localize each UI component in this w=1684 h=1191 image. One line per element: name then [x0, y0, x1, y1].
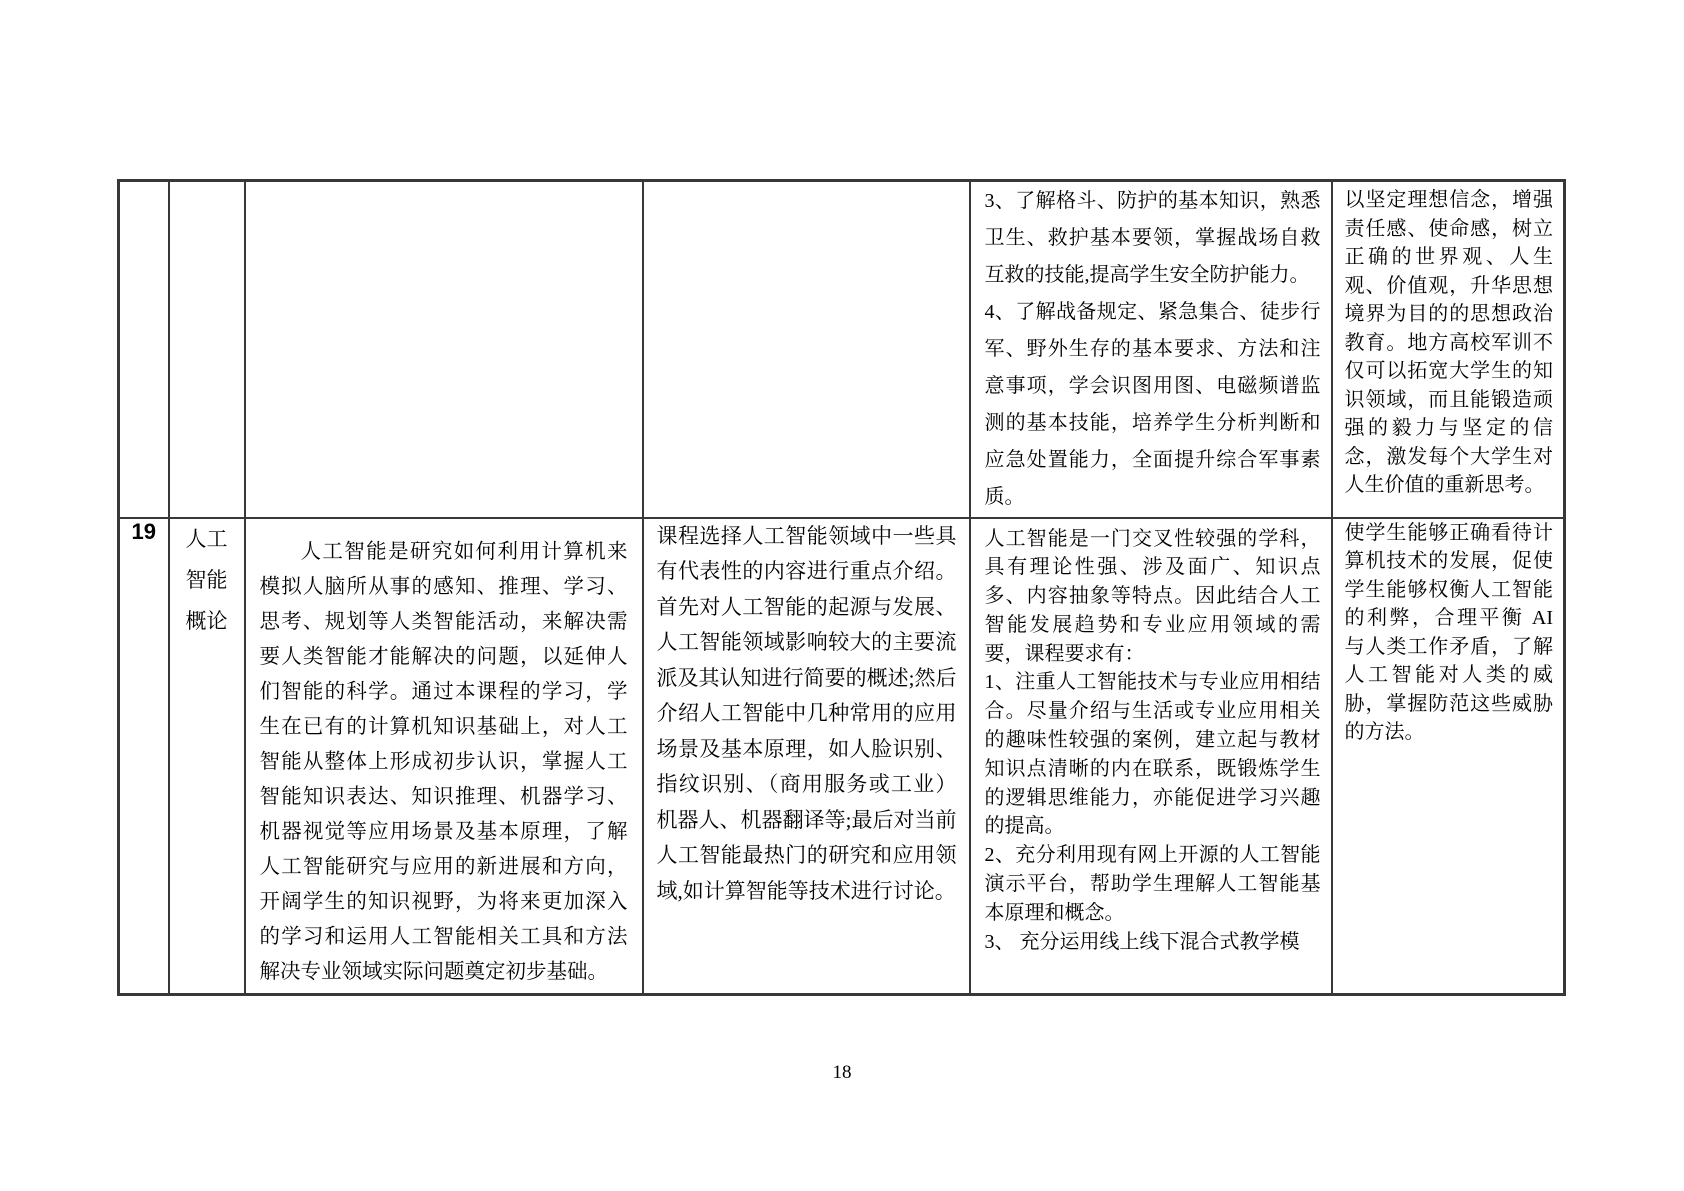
page-number: 18	[832, 1062, 852, 1083]
cell-row2-course-name	[169, 518, 245, 995]
cell-row2-index	[119, 518, 169, 995]
course-intro-text: 人工智能是研究如何利用计算机来模拟人脑所从事的感知、推理、学习、思考、规划等人类智能活动，来解决需要人类智能才能解决的问题，以延伸人们智能的科学。通过本课程的学习，学生在已有的计算机知识基础上，对人工智能从整体上形成初步认识，掌握人工智能知识表达、知识推理、机器学习、机器视觉等应用场景及基本原理，了解人工智能研究与应用的新进展和方向，开阔学生的知识视野，为将来更加深入的学习和运用人工智能相关工具和方法解决专业领域实际问题奠定初步基础。	[259, 540, 628, 983]
cell-row1-course-name	[169, 181, 245, 518]
requirement-item: 3、 充分运用线上线下混合式教学模	[984, 930, 1300, 953]
ideology-goal-text: 以坚定理想信念，增强责任感、使命感，树立正确的世界观、人生观、价值观，升华思想境界为目的的思想政治教育。地方高校军训不仅可以拓宽大学生的知识领域，而且能锻造顽强的毅力与坚定的信念，激发每个大学生对人生价值的重新思考。	[1344, 189, 1553, 496]
course-name-text: 人工智能概论	[185, 526, 228, 633]
table-row-course-19	[119, 518, 1565, 995]
cell-row2-course-requirements	[970, 518, 1332, 995]
requirement-item: 3、了解格斗、防护的基本知识，熟悉卫生、救护基本要领，掌握战场自救互救的技能,提高学生安全防护能力。	[984, 190, 1321, 286]
requirement-item: 1、注重人工智能技术与专业应用相结合。尽量介绍与生活或专业应用相关的趣味性较强的案例，建立起与教材知识点清晰的内在联系，既锻炼学生的逻辑思维能力，亦能促进学习兴趣的提高。	[984, 671, 1321, 838]
requirements-intro-text: 人工智能是一门交叉性较强的学科，具有理论性强、涉及面广、知识点多、内容抽象等特点。因此结合人工智能发展趋势和专业应用领域的需要，课程要求有：	[984, 527, 1321, 665]
requirement-item: 4、了解战备规定、紧急集合、徒步行军、野外生存的基本要求、方法和注意事项，学会识图用图、电磁频谱监测的基本技能，培养学生分析判断和应急处置能力，全面提升综合军事素质。	[984, 301, 1321, 508]
requirement-item: 2、充分利用现有网上开源的人工智能演示平台，帮助学生理解人工智能基本原理和概念。	[984, 844, 1321, 924]
ideology-goal-text: 使学生能够正确看待计算机技术的发展，促使学生能够权衡人工智能的利弊，合理平衡 AI 与人类工作矛盾，了解人工智能对人类的威胁，掌握防范这些威胁的方法。	[1344, 521, 1553, 743]
table-row-continued	[119, 181, 1565, 518]
course-number: 19	[131, 518, 156, 544]
cell-row1-course-intro	[245, 181, 643, 518]
cell-row2-course-intro	[245, 518, 643, 995]
cell-row2-ideology-goal	[1332, 518, 1565, 995]
cell-row1-index	[119, 181, 169, 518]
cell-row1-course-requirements	[970, 181, 1332, 518]
cell-row1-ideology-goal	[1332, 181, 1565, 518]
course-syllabus-table	[117, 179, 1566, 996]
cell-row1-teaching-content	[643, 181, 970, 518]
teaching-content-text: 课程选择人工智能领域中一些具有代表性的内容进行重点介绍。首先对人工智能的起源与发展、人工智能领域影响较大的主要流派及其认知进行简要的概述;然后介绍人工智能中几种常用的应用场景及基本原理，如人脸识别、指纹识别、（商用服务或工业）机器人、机器翻译等;最后对当前人工智能最热门的研究和应用领域,如计算智能等技术进行讨论。	[656, 523, 957, 903]
cell-row2-teaching-content	[643, 518, 970, 995]
